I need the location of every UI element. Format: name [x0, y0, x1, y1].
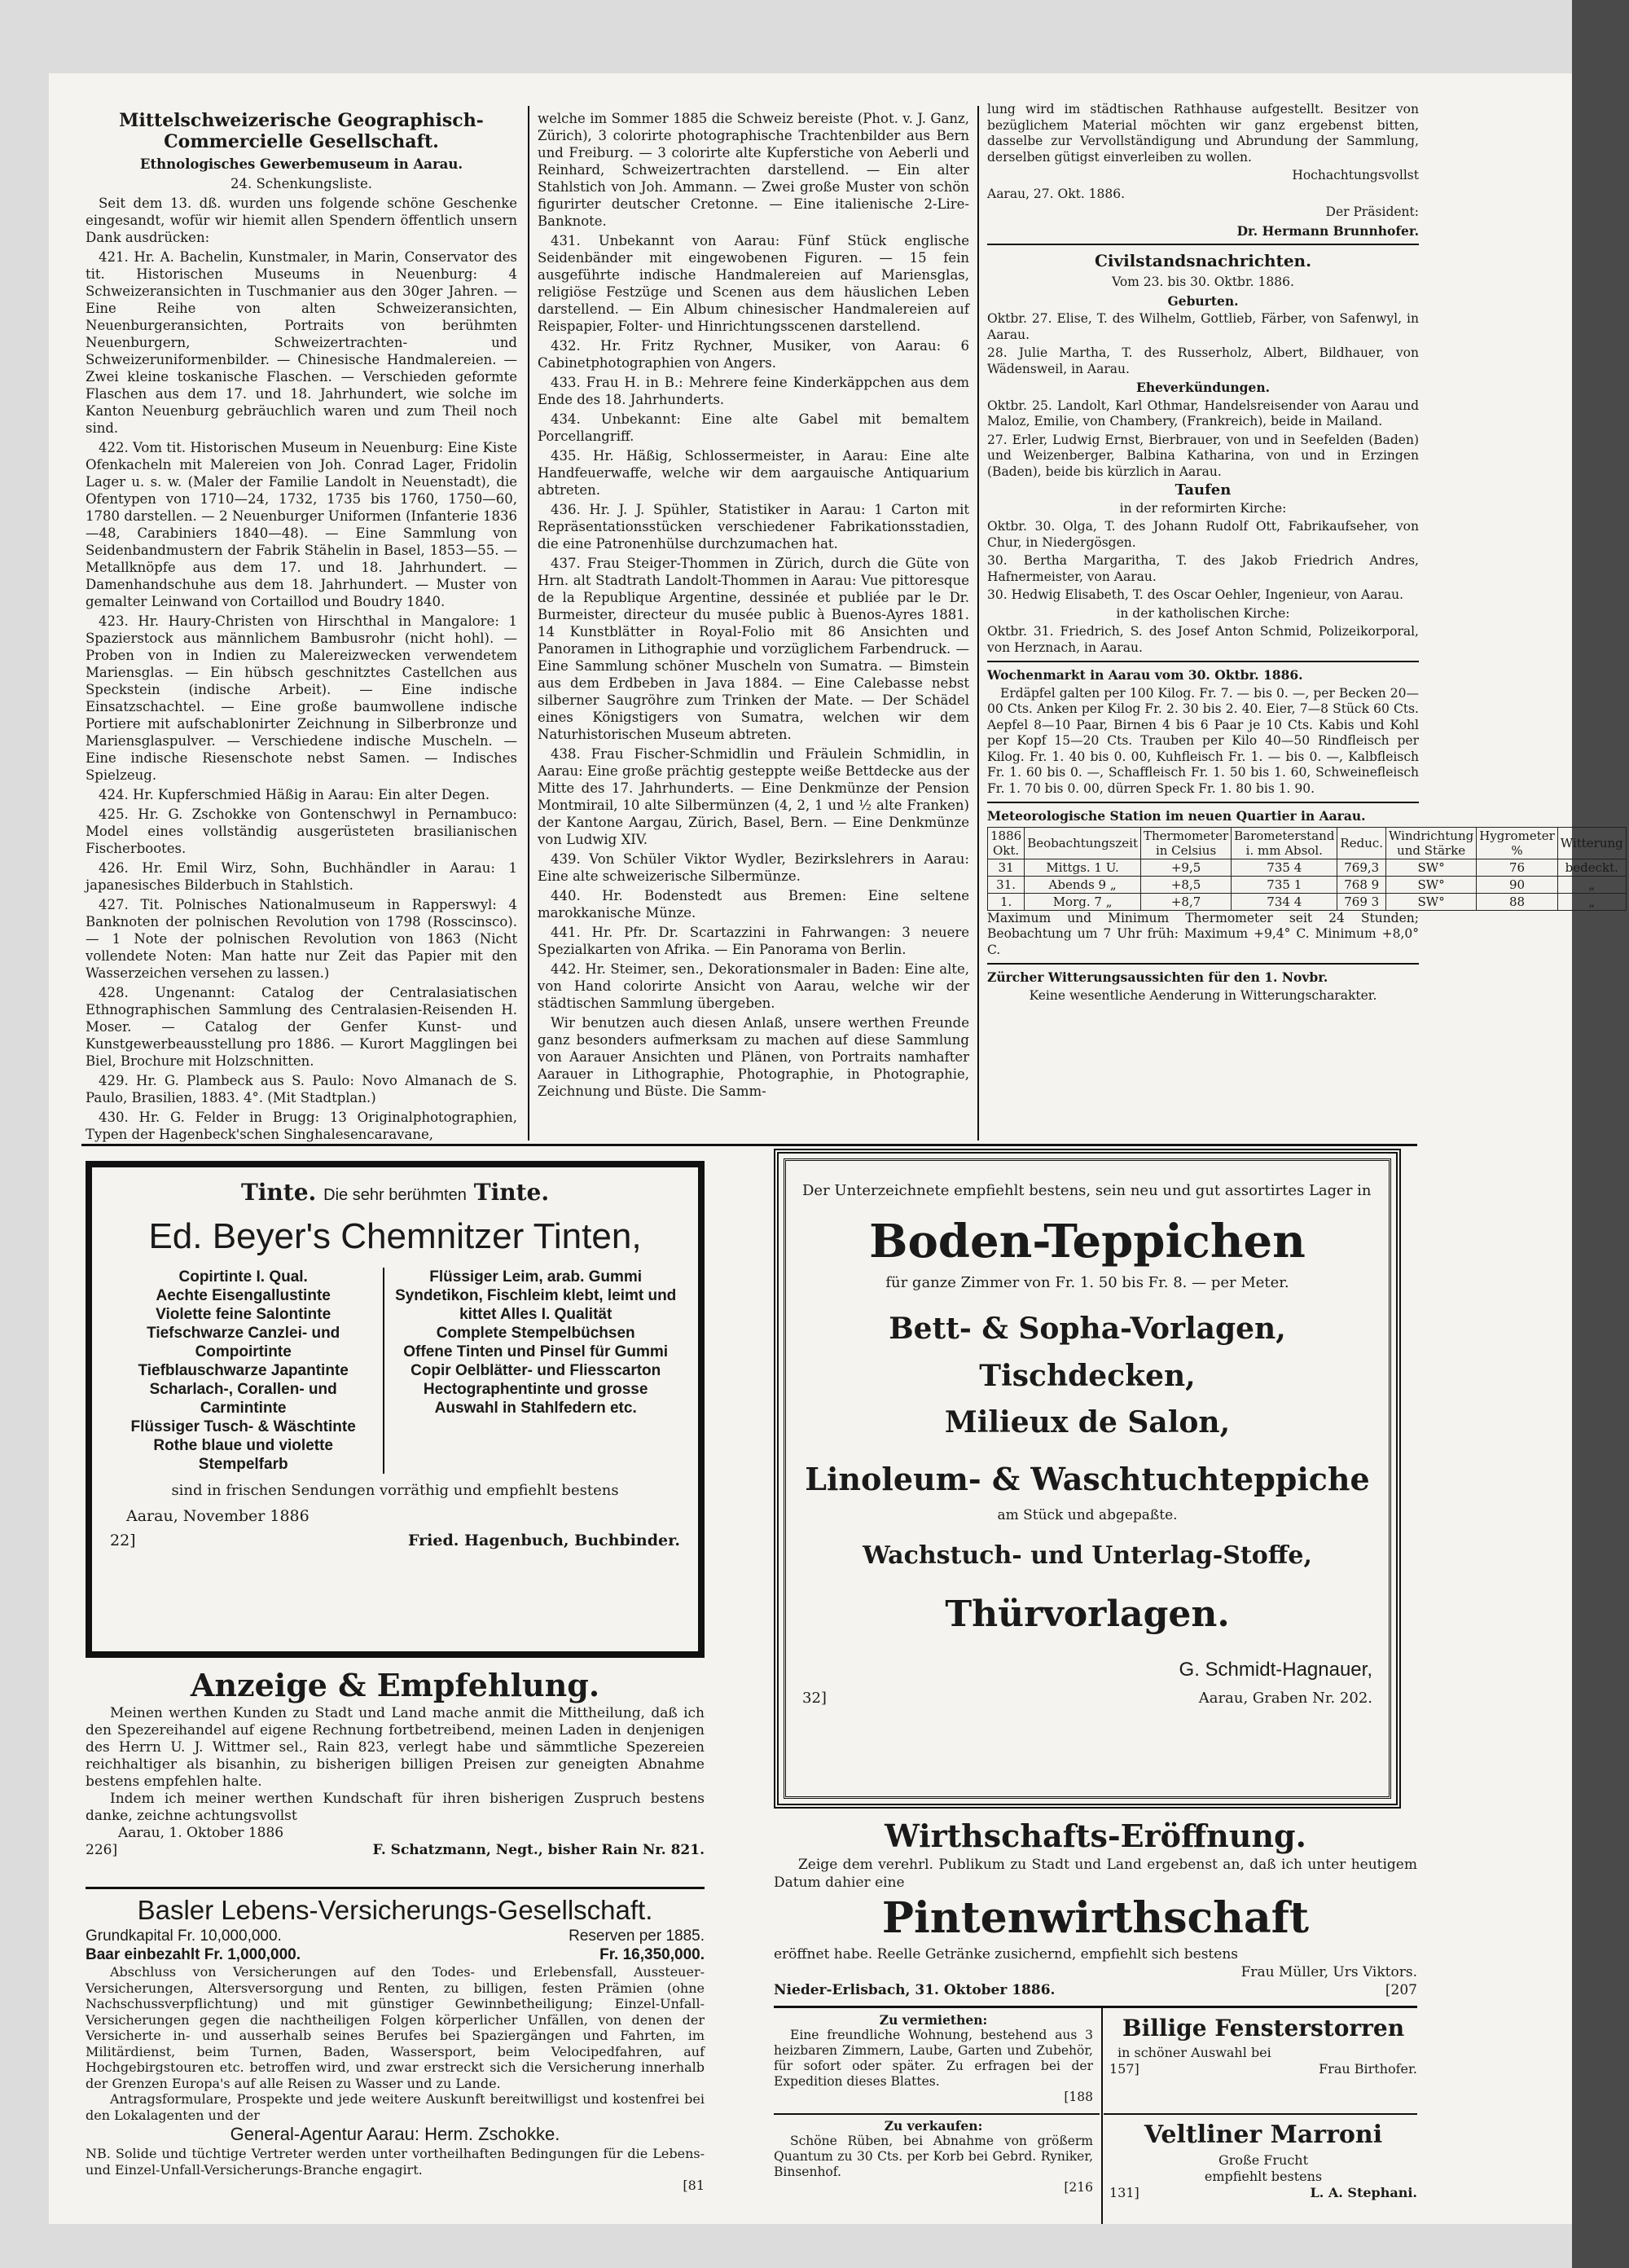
blinds-signature-line — [1109, 2061, 1417, 2077]
meteo-cell: SW° — [1386, 859, 1477, 876]
rent-title: Zu vermiethen: — [879, 2012, 988, 2028]
paragraph: 439. Von Schüler Viktor Wydler, Bezirkslehrers in Aarau: Eine alte schweizerische Silbermünze. — [538, 851, 969, 884]
marriage-entry: 27. Erler, Ludwig Ernst, Bierbrauer, von und in Seefelden (Baden) und Weizenberger, Balbina Katharina, von und in Erzingen (Baden), beide bis kürzlich in Aarau. — [987, 432, 1419, 479]
paragraph: 423. Hr. Haury-Christen von Hirschthal in Mangalore: 1 Spazierstock aus männlichem Bambusrohr (nicht hohl). — Proben von in Indien zu Malereizwecken verwendetem Mariensglas. — Ein hübsch geschnitztes Castellchen aus Speckstein (indische Arbeit). — Eine indische Einsatzschachtel. — Eine große baumwollene indische Portiere mit aufschablonirter Zeichnung in Silberbronze und Mariensglaspulver. — Verschiedene indische Muscheln. — Eine indische Riesenschote nebst Samen. — Indisches Spielzeug. — [86, 613, 517, 783]
carpets-line-7: Thürvorlagen. — [945, 1593, 1230, 1635]
tavern-ref: [207 — [1385, 1982, 1417, 1998]
chestnuts-signature-line — [1109, 2185, 1417, 2201]
chestnuts-ref: 131] — [1109, 2185, 1139, 2200]
announcement-date: Aarau, 1. Oktober 1886 — [118, 1825, 284, 1841]
baptism-entry: Oktbr. 31. Friedrich, S. des Josef Anton Schmid, Polizeikorporal, von Herznach, in Aarau. — [987, 624, 1419, 655]
ink-list-left — [110, 1268, 384, 1474]
catholic-church: in der katholischen Kirche: — [1116, 605, 1290, 621]
meteo-footnote: Maximum und Minimum Thermometer seit 24 Stunden; Beobachtung um 7 Uhr früh: Maximum +9,4° C. Minimum +8,0° C. — [987, 910, 1419, 957]
blinds-signer: Frau Birthofer. — [1319, 2061, 1417, 2077]
paragraph: 429. Hr. G. Plambeck aus S. Paulo: Novo Almanach de S. Paulo, Brasilien, 1883. 4°. (Mit Stadtplan.) — [86, 1073, 517, 1105]
meteo-header: Witterung — [1557, 827, 1626, 859]
ink-item: Tiefschwarze Canzlei- und Compoirtinte — [147, 1325, 340, 1360]
insurance-paid: Baar einbezahlt Fr. 1,000,000. — [86, 1946, 301, 1963]
column-notices — [987, 102, 1623, 1141]
insurance-paid-row — [86, 1945, 705, 1964]
ink-item: Hectographentinte und grosse Auswahl in Stahlfedern etc. — [423, 1381, 648, 1417]
divider — [987, 963, 1419, 965]
book-binding — [1572, 0, 1629, 2268]
chestnuts-text-2: empfiehlt bestens — [1204, 2169, 1323, 2184]
meteo-cell: 90 — [1477, 876, 1558, 893]
dateline: Aarau, 27. Okt. 1886. — [987, 186, 1126, 201]
ink-item: Flüssiger Tusch- & Wäschtinte — [130, 1418, 356, 1435]
paragraph: welche im Sommer 1885 die Schweiz bereiste (Phot. v. J. Ganz, Zürich), 3 colorirte photographische Trachtenbilder aus Bern und Freiburg. — 3 colorirte alte Kupferstiche von Aeberli und Reinhard, Schweizertrachten darstellend. — Ein alter Stahlstich von Joh. Ammann. — Zwei große Muster von schön figurirter deutscher Cretonne. — Eine italienische 2-Lire-Banknote. — [538, 111, 969, 229]
divider — [987, 661, 1419, 662]
collection-notice: lung wird im städtischen Rathhause aufgestellt. Besitzer von bezüglichem Material möchten wir ganz ergebenst bitten, dasselbe zur Vervollständigung und Abrundung der Sammlung, derselben gütigst einverleiben zu wollen. — [987, 102, 1419, 165]
ink-list-right — [384, 1268, 680, 1474]
sale-title: Zu verkaufen: — [884, 2118, 983, 2134]
meteo-cell: 1. — [988, 893, 1025, 910]
ink-head-mid: Die sehr berühmten — [323, 1186, 467, 1204]
announcement-ref: 226] — [86, 1842, 118, 1858]
ink-item: Scharlach-, Corallen- und Carmintinte — [149, 1381, 337, 1417]
ad-insurance — [86, 1894, 705, 2216]
meteo-cell: 769,3 — [1337, 859, 1386, 876]
meteo-cell: 76 — [1477, 859, 1558, 876]
paragraph: 431. Unbekannt von Aarau: Fünf Stück englische Seidenbänder mit eingewobenen Figuren. — 15 fein ausgeführte indische Handmalereien auf Mariensglas, religiöse Festzüge und Scenen aus dem häuslichen Leben darstellend. — Ein Album chinesischer Handmalereien auf Reispapier, Folter- und Hinrichtungsscenen darstellend. — [538, 233, 969, 334]
meteo-header: Windrichtung und Stärke — [1386, 827, 1477, 859]
rent-ref: [188 — [1064, 2090, 1093, 2104]
paragraph: 435. Hr. Häßig, Schlossermeister, in Aarau: Eine alte Handfeuerwaffe, welche wir dem aargauische Antiquarium abtreten. — [538, 448, 969, 498]
blinds-title: Billige Fensterstorren — [1122, 2015, 1405, 2042]
column-geographic-society — [86, 110, 517, 1141]
tavern-text-2: eröffnet habe. Reelle Getränke zusichernd, empfiehlt sich bestens — [774, 1946, 1238, 1963]
meteo-cell: „ — [1557, 893, 1626, 910]
paragraph: 425. Hr. G. Zschokke von Gontenschwyl in Pernambuco: Model eines vollständig ausgerüsteten brasilianischen Fischerbootes. — [86, 807, 517, 856]
births-title: Geburten. — [1167, 292, 1239, 309]
chestnuts-title: Veltliner Marroni — [1144, 2121, 1383, 2149]
meteo-header: Beobachtungszeit — [1025, 827, 1141, 859]
announcement-signer: F. Schatzmann, Negt., bisher Rain Nr. 821. — [372, 1842, 705, 1858]
ink-date: Aarau, November 1886 — [126, 1507, 310, 1525]
meteo-header: Barometerstand i. mm Absol. — [1232, 827, 1337, 859]
meteo-row — [988, 893, 1627, 910]
tavern-date: Nieder-Erlisbach, 31. Oktober 1886. — [774, 1982, 1056, 1998]
ad-blinds — [1109, 2012, 1417, 2110]
paragraph: Wir benutzen auch diesen Anlaß, unsere werthen Freunde ganz besonders aufmerksam zu machen auf diese Sammlung von Aarauer Ansichten und Plänen, von Portraits namhafter Aarauer in Lithographie, Photographie, in Photographie, Zeichnung und Büste. Die Samm- — [538, 1015, 969, 1099]
birth-entry: 28. Julie Martha, T. des Russerholz, Albert, Bildhauer, von Wädensweil, in Aarau. — [987, 345, 1419, 376]
meteo-header: Hygrometer % — [1477, 827, 1558, 859]
ink-item: Rothe blaue und violette Stempelfarb — [153, 1437, 333, 1473]
divider — [987, 802, 1419, 803]
ink-item: Aechte Eisengallustinte — [156, 1287, 331, 1304]
divider — [987, 244, 1419, 245]
meteo-table — [987, 827, 1627, 911]
carpets-line-3: Milieux de Salon, — [944, 1405, 1231, 1439]
ad-divider — [774, 2006, 1417, 2008]
meteo-cell: 768 9 — [1337, 876, 1386, 893]
meteo-row — [988, 876, 1627, 893]
paragraph: 438. Frau Fischer-Schmidlin und Fräulein Schmidlin, in Aarau: Eine große prächtig gesteppte weiße Bettdecke aus der Mitte des 17. Jahrhunderts. — Eine Denkmünze der Pension Montmirail, 10 alte Silbermünzen (4, 2, 1 und ½ alte Franken) der Kantone Aargau, Zürich, Basel, Bern. — Eine Denkmünze von Ludwig XIV. — [538, 746, 969, 847]
insurance-text-2: Antragsformulare, Prospekte und jede weitere Auskunft bereitwilligst und kostenfrei bei den Lokalagenten und der — [86, 2091, 705, 2123]
carpets-line-6: Wachstuch- und Unterlag-Stoffe, — [863, 1541, 1312, 1570]
ink-brand: Ed. Beyer's Chemnitzer Tinten, — [148, 1216, 642, 1256]
ink-item: Syndetikon, Fischleim klebt, leimt und kittet Alles I. Qualität — [395, 1287, 677, 1323]
ink-signer: Fried. Hagenbuch, Buchbinder. — [408, 1532, 680, 1549]
ad-carpets — [802, 1181, 1372, 1792]
meteo-cell: SW° — [1386, 893, 1477, 910]
column-rule-1 — [528, 106, 529, 1141]
column-donations-continued — [538, 110, 969, 1141]
meteo-header: 1886 Okt. — [988, 827, 1025, 859]
paragraph: 424. Hr. Kupferschmied Häßig in Aarau: Ein alter Degen. — [99, 787, 490, 802]
announcement-text-2: Indem ich meiner werthen Kundschaft für ihren bisherigen Zuspruch bestens danke, zeichne achtungsvollst — [86, 1791, 705, 1824]
blinds-ref: 157] — [1109, 2061, 1139, 2077]
meteo-row — [988, 859, 1627, 876]
ink-footer: sind in frischen Sendungen vorräthig und empfiehlt bestens — [171, 1482, 619, 1499]
carpets-signer: G. Schmidt-Hagnauer, — [1179, 1659, 1372, 1681]
meteo-title: Meteorologische Station im neuen Quartier in Aarau. — [987, 808, 1366, 824]
ad-announcement — [86, 1666, 705, 1886]
tavern-big: Pintenwirthschaft — [881, 1893, 1310, 1943]
carpets-address-line — [802, 1688, 1372, 1709]
meteo-cell: Mittgs. 1 U. — [1025, 859, 1141, 876]
paragraph: 436. Hr. J. J. Spühler, Statistiker in Aarau: 1 Carton mit Repräsentationsstücken verschiedener Fabrikationsstadien, die eine Patronenhülse durchzumachen hat. — [538, 502, 969, 552]
section-rule — [81, 1144, 1417, 1146]
ad-divider — [86, 1887, 705, 1889]
ink-ref: 22] — [110, 1532, 136, 1549]
paragraph: 422. Vom tit. Historischen Museum in Neuenburg: Eine Kiste Ofenkacheln mit Malereien von Joh. Conrad Lager, Fridolin Lager u. s. w. (Maler der Familie Landolt in Neuenstadt), die Ofentypen von 1710—24, 1732, 1735 bis 1760, 1750—60, 1780 darstellen. — 2 Neuenburger Uniformen (Infanterie 1836—48, Carabiniers 1840—48). — Eine Sammlung von Seidenbandmustern der Fabrik Stähelin in Basel, 1853—55. — Metallknöpfe aus dem 17. und 18. Jahrhundert. — Damenhandschuhe aus dem 18. Jahrhundert. — Muster von gemalter Leinwand von Cortaillod und Boudry 1840. — [86, 440, 517, 609]
sale-text: Schöne Rüben, bei Abnahme von größerm Quantum zu 30 Cts. per Korb bei Gebrd. Ryniker, Binsenhof. — [774, 2134, 1093, 2179]
birth-entry: Oktbr. 27. Elise, T. des Wilhelm, Gottlieb, Färber, von Safenwyl, in Aarau. — [987, 311, 1419, 342]
ink-item: Offene Tinten und Pinsel für Gummi — [403, 1343, 669, 1360]
carpets-title: Boden-Teppichen — [869, 1215, 1306, 1268]
paragraph: 427. Tit. Polnisches Nationalmuseum in Rapperswyl: 4 Banknoten der polnischen Revolution von 1798 (Rosscinsco). — 1 Note der polnischen Revolution von 1863 (Nicht vollendete Noten: Man hatte nur Zeit das Papier mit den Wasserzeichen versehen zu lassen.) — [86, 897, 517, 981]
tavern-title: Wirthschafts-Eröffnung. — [885, 1817, 1306, 1854]
column-rule-2 — [977, 106, 979, 1141]
ad-divider — [774, 2113, 1100, 2115]
meteo-cell: 88 — [1477, 893, 1558, 910]
civil-range: Vom 23. bis 30. Oktbr. 1886. — [1112, 275, 1294, 289]
meteo-header: Thermometer in Celsius — [1140, 827, 1231, 859]
meteo-cell: „ — [1557, 876, 1626, 893]
meteo-cell: +8,7 — [1140, 893, 1231, 910]
paragraph: Seit dem 13. dß. wurden uns folgende schöne Geschenke eingesandt, wofür wir hiemit allen Spendern öffentlich unsern Dank ausdrücken: — [86, 196, 517, 245]
meteo-cell: Morg. 7 „ — [1025, 893, 1141, 910]
paragraph: 432. Hr. Fritz Rychner, Musiker, von Aarau: 6 Cabinetphotographien von Angers. — [538, 338, 969, 371]
civil-title: Civilstandsnachrichten. — [1094, 251, 1312, 270]
museum-subtitle: Ethnologisches Gewerbemuseum in Aarau. — [139, 156, 463, 172]
tavern-signer: Frau Müller, Urs Viktors. — [1240, 1964, 1417, 1980]
carpets-address: Aarau, Graben Nr. 202. — [1198, 1690, 1372, 1707]
weather-title: Zürcher Witterungsaussichten für den 1. Novbr. — [987, 969, 1328, 985]
paragraph: 430. Hr. G. Felder in Brugg: 13 Originalphotographien, Typen der Hagenbeck'schen Singhalesencaravane, — [86, 1110, 517, 1142]
insurance-reserves-label: Reserven per 1885. — [569, 1927, 705, 1945]
meteo-cell: 31 — [988, 859, 1025, 876]
ad-divider — [1104, 2113, 1417, 2115]
paragraph: 428. Ungenannt: Catalog der Centralasiatischen Ethnographischen Sammlung des Centralasien-Reisenden H. Moser. — Catalog der Genfer Kunst- und Kunstgewerbeausstellung pro 1886. — Kurort Magglingen bei Biel, Brochure mit Holzschnitten. — [86, 985, 517, 1069]
meteo-cell: 735 4 — [1232, 859, 1337, 876]
insurance-capital: Grundkapital Fr. 10,000,000. — [86, 1927, 282, 1945]
meteo-cell: SW° — [1386, 876, 1477, 893]
insurance-ref: [81 — [683, 2178, 705, 2193]
ad-column-rule — [1101, 2008, 1103, 2224]
ink-item: Complete Stempelbüchsen — [436, 1325, 635, 1342]
ad-for-rent — [774, 2012, 1093, 2110]
baptism-entry: 30. Bertha Margaritha, T. des Jakob Friedrich Andres, Hafnermeister, von Aarau. — [987, 553, 1419, 584]
insurance-agency: General-Agentur Aarau: Herm. Zschokke. — [230, 2124, 560, 2144]
announcement-signature-line — [86, 1842, 705, 1859]
society-title: Mittelschweizerische Geographisch-Commercielle Gesellschaft. — [119, 110, 484, 152]
meteo-cell: 734 4 — [1232, 893, 1337, 910]
baptism-entry: Oktbr. 30. Olga, T. des Johann Rudolf Ott, Fabrikaufseher, von Chur, in Niedergösgen. — [987, 519, 1419, 550]
ink-item: Violette feine Salontinte — [156, 1306, 332, 1323]
paragraph: 426. Hr. Emil Wirz, Sohn, Buchhändler in Aarau: 1 japanesisches Bilderbuch in Stahlstich. — [86, 860, 517, 893]
market-report: Erdäpfel galten per 100 Kilog. Fr. 7. — bis 0. —, per Becken 20—00 Cts. Anken per Kilog Fr. 2. 30 bis 2. 40. Eier, 7—8 Stück 60 Cts. Aepfel 8—10 Paar, Birnen 4 bis 6 Paar je 10 Cts. Kabis und Kohl per Kopf 15—20 Cts. Trauben per Kilo 40—50 Rindfleisch per Kilog. Fr. 1. 40 bis 0. 00, Kuhfleisch Fr. 1. — bis 0. —, Kalbfleisch Fr. 1. 60 bis 0. —, Schaffleisch Fr. 1. 50 bis 1. 60, Schweinefleisch Fr. 1. 70 bis 0. 00, dürren Speck Fr. 1. 80 bis 1. 90. — [987, 685, 1419, 796]
weather-text: Keine wesentliche Aenderung in Witterungscharakter. — [1029, 987, 1377, 1003]
reformed-church: in der reformirten Kirche: — [1119, 500, 1287, 516]
marriage-entry: Oktbr. 25. Landolt, Karl Othmar, Handelsreisender von Aarau und Maloz, Emilie, von Chambery, (Frankreich), beide in Mailand. — [987, 398, 1419, 429]
meteo-cell: 31. — [988, 876, 1025, 893]
carpets-line-2: Bett- & Sopha-Vorlagen, Tischdecken, — [889, 1312, 1286, 1393]
chestnuts-text: Große Frucht — [1218, 2152, 1309, 2168]
paragraph: 441. Hr. Pfr. Dr. Scartazzini in Fahrwangen: 3 neuere Spezialkarten von Afrika. — Ein Panorama von Berlin. — [538, 925, 969, 957]
paragraph: 442. Hr. Steimer, sen., Dekorationsmaler in Baden: Eine alte, von Hand colorirte Ansicht von Aarau, welche wir der städtischen Sammlung übergeben. — [538, 961, 969, 1011]
blinds-text: in schöner Auswahl bei — [1117, 2045, 1271, 2060]
president-signature: Dr. Hermann Brunnhofer. — [1236, 222, 1419, 239]
carpets-ref: 32] — [802, 1690, 827, 1707]
greeting: Hochachtungsvollst — [1292, 168, 1419, 182]
ink-head-left: Tinte. — [240, 1179, 317, 1206]
list-number: 24. Schenkungsliste. — [231, 176, 372, 191]
ink-item: Flüssiger Leim, arab. Gummi — [429, 1268, 643, 1286]
insurance-text: Abschluss von Versicherungen auf den Todes- und Erlebensfall, Aussteuer-Versicherungen, Altersversorgung und Renten, zu billigen, festen Prämien (ohne Nachschussverpflichtung) und mit günstiger Gewinnbetheiligung; Einzel-Unfall-Versicherungen gegen die nachtheiligen Folgen körperlicher Unfällen, von denen der Versicherte in- und ausserhalb seines Berufes bei Spaziergängen und Fahrten, im Militärdienst, beim Turnen, Baden, Wassersport, beim Velocipedfahren, auf Hochgebirgstouren etc. betroffen wird, und zwar erstreckt sich die Versicherung innerhalb der Grenzen Europa's auf alle Reisen zu Wasser und zu Lande. — [86, 1964, 705, 2091]
paragraph: 440. Hr. Bodenstedt aus Bremen: Eine seltene marokkanische Münze. — [538, 888, 969, 921]
ad-tavern — [774, 1817, 1417, 2004]
paragraph: 421. Hr. A. Bachelin, Kunstmaler, in Marin, Conservator des tit. Historischen Museums in Neuenburg: 4 Schweizeransichten in Tuschmanier aus den 30ger Jahren. — Eine Reihe von alten Schweizeransichten, Neuenburgeransichten, Portraits von berühmten Neuenburgern, Schweizertrachten- und Schweizeruniformenbilder. — Chinesische Handmalereien. — Zwei kleine toskanische Flaschen. — Verschieden geformte Flaschen aus dem 17. und 18. Jahrhundert, wie solche im Kanton Neuenburg gebräuchlich waren und zum Theil noch sind. — [86, 249, 517, 436]
ink-signature-line — [110, 1532, 680, 1549]
paragraph: 437. Frau Steiger-Thommen in Zürich, durch die Güte von Hrn. alt Stadtrath Landolt-Thommen in Aarau: Vue pittoresque de la Republique Argentine, dessinée et publiée par le Dr. Burmeister, directeur du musée public à Buenos-Ayres 1881. 14 Kunstblätter in Royal-Folio mit 86 Ansichten und Panoramen in Lithographie und vorzüglichem Farbendruck. — Eine Sammlung schöner Muscheln von Sumatra. — Bimstein aus dem Erdbeben in Java 1884. — Eine Calebasse nebst silberner Saugröhre zum Trinken der Mate. — Der Schädel eines Königstigers von Sumatra, welchen wir dem Naturhistorischen Museum abtreten. — [538, 556, 969, 742]
meteo-cell: Abends 9 „ — [1025, 876, 1141, 893]
ad-chestnuts — [1109, 2118, 1417, 2220]
meteo-cell: +9,5 — [1140, 859, 1231, 876]
announcement-text: Meinen werthen Kunden zu Stadt und Land mache anmit die Mittheilung, daß ich den Spezereihandel auf eigene Rechnung fortbetreibend, meinen Laden in denjenigen des Herrn U. J. Wittmer sel., Rain 823, verlegt habe und sämmtliche Spezereien reichhaltiger als bisanhin, zu bisherigen billigen Preisen zur geneigten Abnahme bestens empfehlen halte. — [86, 1705, 705, 1790]
carpets-line-5: am Stück und abgepaßte. — [997, 1507, 1178, 1523]
meteo-cell: 735 1 — [1232, 876, 1337, 893]
ink-item: Copir Oelblätter- und Fliesscarton — [411, 1362, 661, 1379]
insurance-title: Basler Lebens-Versicherungs-Gesellschaft. — [137, 1895, 653, 1925]
insurance-nb: NB. Solide und tüchtige Vertreter werden unter vortheilhaften Bedingungen für die Lebens- und Einzel-Unfall-Versicherungs-Branche engagirt. — [86, 2146, 705, 2178]
sale-ref: [216 — [1064, 2180, 1093, 2195]
announcement-title: Anzeige & Empfehlung. — [190, 1667, 600, 1703]
ink-item: Tiefblauschwarze Japantinte — [138, 1362, 349, 1379]
carpets-price: für ganze Zimmer von Fr. 1. 50 bis Fr. 8. — per Meter. — [885, 1274, 1289, 1291]
ink-head-right: Tinte. — [473, 1179, 550, 1206]
baptisms-title: Taufen — [1175, 481, 1232, 499]
paragraph: 433. Frau H. in B.: Mehrere feine Kinderkäppchen aus dem Ende des 18. Jahrhunderts. — [538, 375, 969, 407]
ink-headline — [110, 1179, 680, 1209]
carpets-line-4: Linoleum- & Waschtuchteppiche — [805, 1461, 1370, 1497]
meteo-cell: bedeckt. — [1557, 859, 1626, 876]
insurance-reserves: Fr. 16,350,000. — [599, 1946, 705, 1963]
ink-item: Copirtinte I. Qual. — [178, 1268, 308, 1286]
chestnuts-signer: L. A. Stephani. — [1310, 2185, 1417, 2200]
tavern-text: Zeige dem verehrl. Publikum zu Stadt und Land ergebenst an, daß ich unter heutigem Datum dahier eine — [774, 1857, 1417, 1891]
meteo-header-row — [988, 827, 1627, 859]
ink-product-lists — [110, 1268, 680, 1474]
insurance-capital-row — [86, 1927, 705, 1945]
marriages-title: Eheverkündungen. — [1136, 380, 1270, 395]
meteo-header: Reduc. — [1337, 827, 1386, 859]
market-title: Wochenmarkt in Aarau vom 30. Oktbr. 1886. — [987, 667, 1303, 683]
carpets-intro: Der Unterzeichnete empfiehlt bestens, sein neu und gut assortirtes Lager in — [802, 1182, 1372, 1199]
ad-ink — [86, 1161, 705, 1658]
rent-text: Eine freundliche Wohnung, bestehend aus 3 heizbaren Zimmern, Laube, Garten und Zubehör, für sofort oder später. Zu erfragen bei der Expedition dieses Blattes. — [774, 2028, 1093, 2089]
meteo-cell: 769 3 — [1337, 893, 1386, 910]
baptism-entry: 30. Hedwig Elisabeth, T. des Oscar Oehler, Ingenieur, von Aarau. — [987, 587, 1404, 602]
tavern-date-line — [774, 1981, 1417, 1999]
president-role: Der Präsident: — [1325, 204, 1419, 219]
meteo-cell: +8,5 — [1140, 876, 1231, 893]
paragraph: 434. Unbekannt: Eine alte Gabel mit bemaltem Porcellangriff. — [538, 411, 969, 444]
ad-for-sale — [774, 2118, 1093, 2220]
